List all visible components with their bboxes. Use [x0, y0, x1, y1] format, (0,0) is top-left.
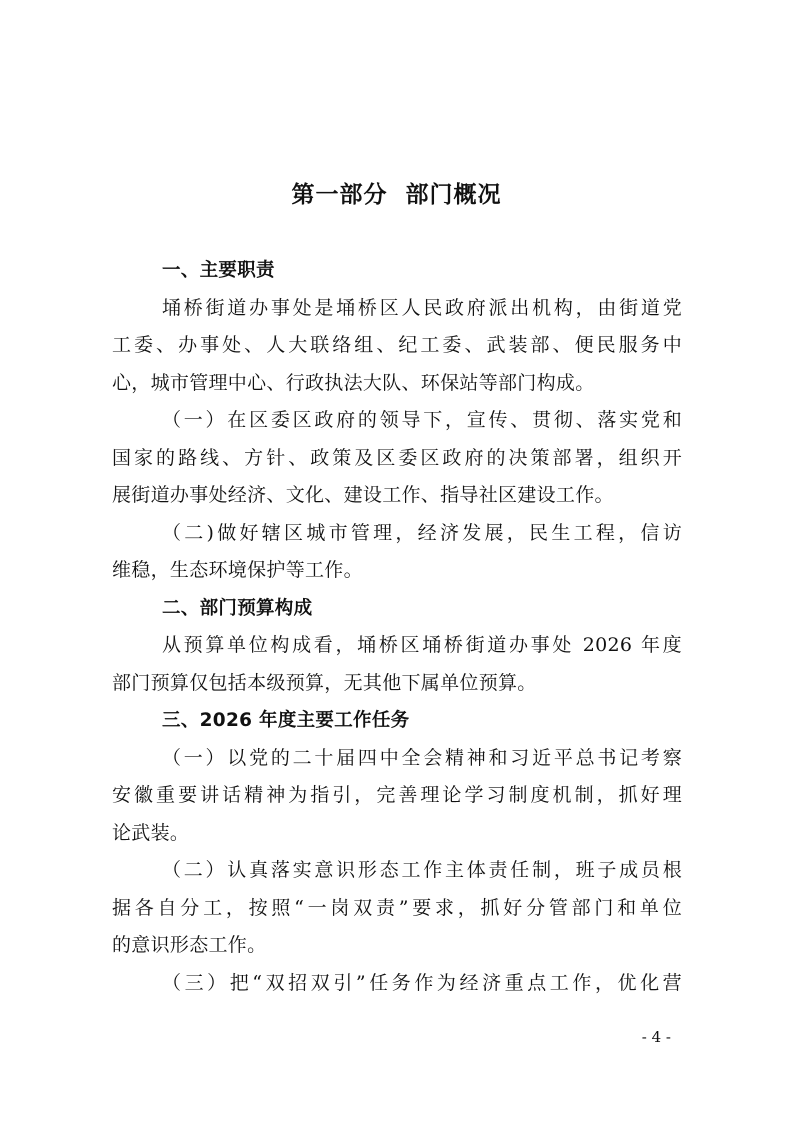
paragraph-line: 心，城市管理中心、行政执法大队、环保站等部门构成。 — [112, 371, 595, 394]
section-heading-duties: 一、主要职责 — [162, 260, 275, 281]
paragraph-line: （三）把“双招双引”任务作为经济重点工作，优化营 — [162, 971, 682, 994]
paragraph-line: 部门预算仅包括本级预算，无其他下属单位预算。 — [112, 671, 537, 694]
paragraph-line: 工委、办事处、人大联络组、纪工委、武装部、便民服务中 — [112, 334, 682, 356]
paragraph-line: 据各自分工，按照“一岗双责”要求，抓好分管部门和单位 — [112, 896, 682, 919]
paragraph-line: 国家的路线、方针、政策及区委区政府的决策部署，组织开 — [112, 446, 682, 469]
page-title: 第一部分 部门概况 — [291, 182, 502, 208]
paragraph-line: 的意识形态工作。 — [112, 934, 267, 956]
paragraph-line: （二）认真落实意识形态工作主体责任制，班子成员根 — [162, 859, 682, 881]
paragraph-line: （二)做好辖区城市管理，经济发展，民生工程，信访 — [162, 521, 682, 544]
paragraph-line: 从预算单位构成看，埇桥区埇桥街道办事处 2026 年度 — [162, 634, 682, 656]
paragraph-line: （一）在区委区政府的领导下，宣传、贯彻、落实党和 — [162, 409, 682, 431]
paragraph-line: 维稳，生态环境保护等工作。 — [112, 559, 363, 581]
section-heading-budget: 二、部门预算构成 — [162, 597, 313, 619]
section-heading-tasks: 三、2026 年度主要工作任务 — [162, 710, 410, 731]
page-number: - 4 - — [641, 1028, 671, 1046]
paragraph-line: （一）以党的二十届四中全会精神和习近平总书记考察 — [162, 746, 682, 769]
paragraph-line: 论武装。 — [112, 821, 190, 844]
document-body — [112, 252, 682, 1002]
paragraph-line: 安徽重要讲话精神为指引，完善理论学习制度机制，抓好理 — [112, 784, 682, 806]
paragraph-line: 埇桥街道办事处是埇桥区人民政府派出机构，由街道党 — [162, 296, 682, 319]
paragraph-line: 展街道办事处经济、文化、建设工作、指导社区建设工作。 — [112, 484, 614, 506]
